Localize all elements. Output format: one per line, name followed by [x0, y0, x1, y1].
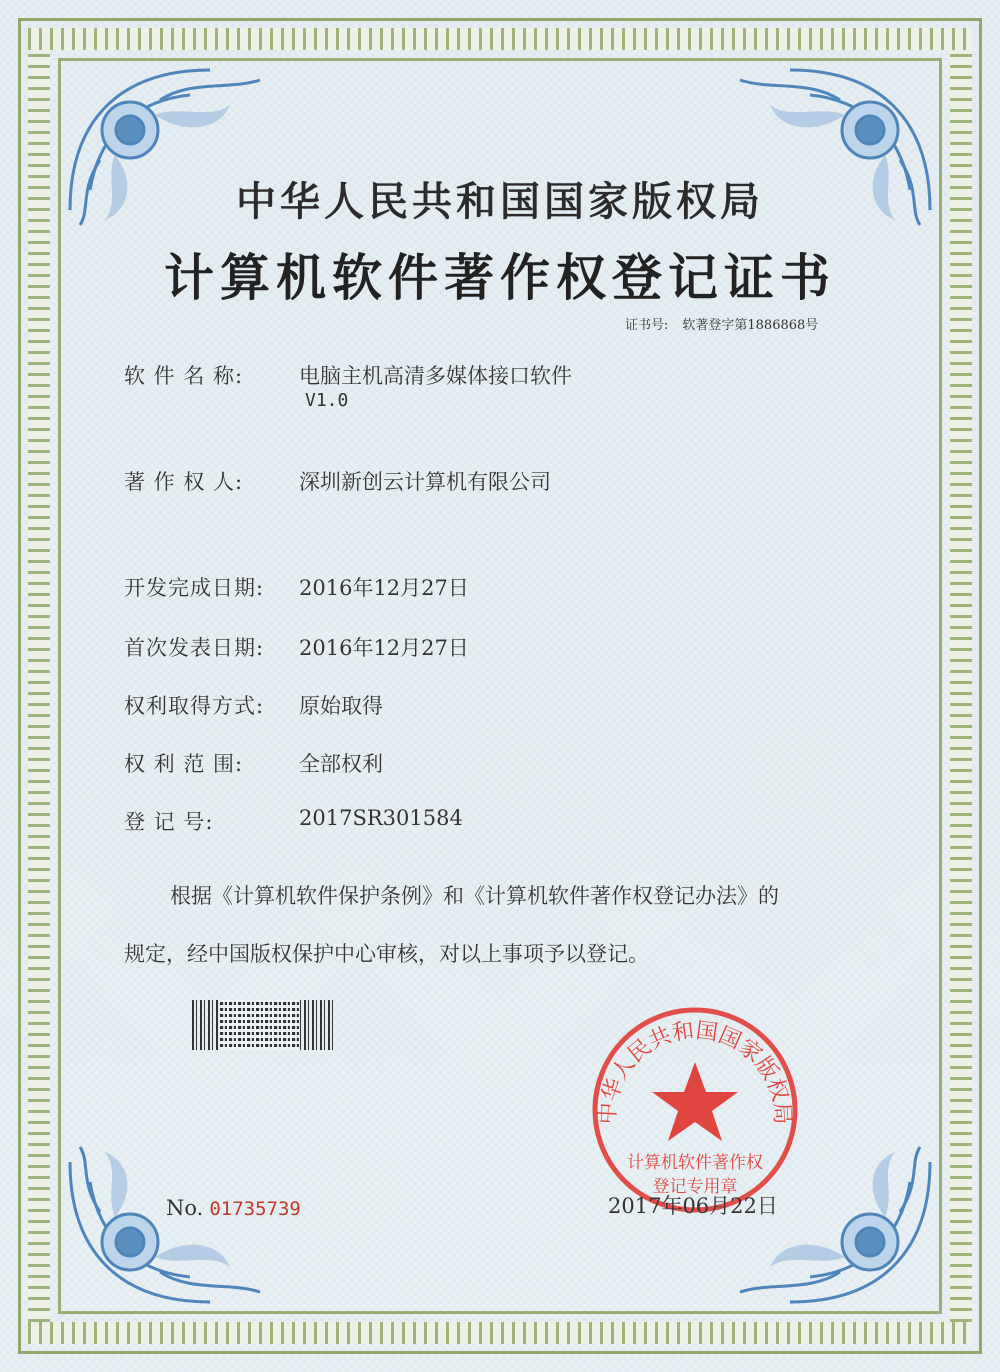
corner-ornament-bottom-left: [60, 1142, 280, 1312]
body-text-line-2: 规定，经中国版权保护中心审核，对以上事项予以登记。: [124, 942, 649, 966]
field-software-name: [124, 360, 572, 411]
body-text-line-1: 根据《计算机软件保护条例》和《计算机软件著作权登记办法》的: [170, 884, 779, 908]
field-value: 全部权利: [299, 752, 383, 776]
field-completion-date: [124, 572, 469, 602]
field-registration-number: [124, 806, 463, 836]
seal-outer-text: 中华人民共和国国家版权局: [595, 1018, 795, 1126]
field-value: 2017SR301584: [299, 806, 463, 830]
seal-star-icon: [652, 1062, 738, 1141]
field-scope: [124, 748, 383, 778]
seal-inner-line-2: 登记专用章: [652, 1177, 738, 1197]
field-label: 首次发表日期:: [124, 636, 265, 660]
software-version: V1.0: [305, 390, 349, 411]
certificate-number-label: 证书号:: [625, 318, 669, 333]
field-value: 2016年12月27日: [299, 576, 469, 600]
field-label: 软 件 名 称:: [124, 364, 244, 388]
field-acquisition: [124, 690, 383, 720]
serial-label: No.: [166, 1196, 204, 1220]
issue-date: 2017年06月22日: [608, 1194, 778, 1218]
official-seal: [585, 1000, 805, 1220]
seal-inner-line-1: 计算机软件著作权: [627, 1153, 763, 1173]
field-value: 电脑主机高清多媒体接口软件: [299, 364, 572, 388]
serial-value: 01735739: [209, 1198, 301, 1220]
field-value: 原始取得: [299, 694, 383, 718]
certificate-title: 计算机软件著作权登记证书: [164, 248, 836, 307]
certificate-number: [625, 314, 818, 333]
field-label: 开发完成日期:: [124, 576, 265, 600]
serial-number: [166, 1196, 301, 1220]
field-value: 深圳新创云计算机有限公司: [299, 470, 551, 494]
field-publication-date: [124, 632, 469, 662]
issuing-authority: 中华人民共和国国家版权局: [236, 178, 764, 225]
certificate-number-value: 软著登字第1886868号: [682, 318, 819, 333]
2d-code-icon: [220, 1000, 300, 1050]
field-copyright-owner: [124, 466, 551, 496]
barcode-icon: [192, 1000, 334, 1050]
field-label: 权利取得方式:: [124, 694, 265, 718]
field-label: 登 记 号:: [124, 810, 214, 834]
field-label: 权 利 范 围:: [124, 752, 244, 776]
field-value: 2016年12月27日: [299, 636, 469, 660]
field-label: 著 作 权 人:: [124, 470, 244, 494]
